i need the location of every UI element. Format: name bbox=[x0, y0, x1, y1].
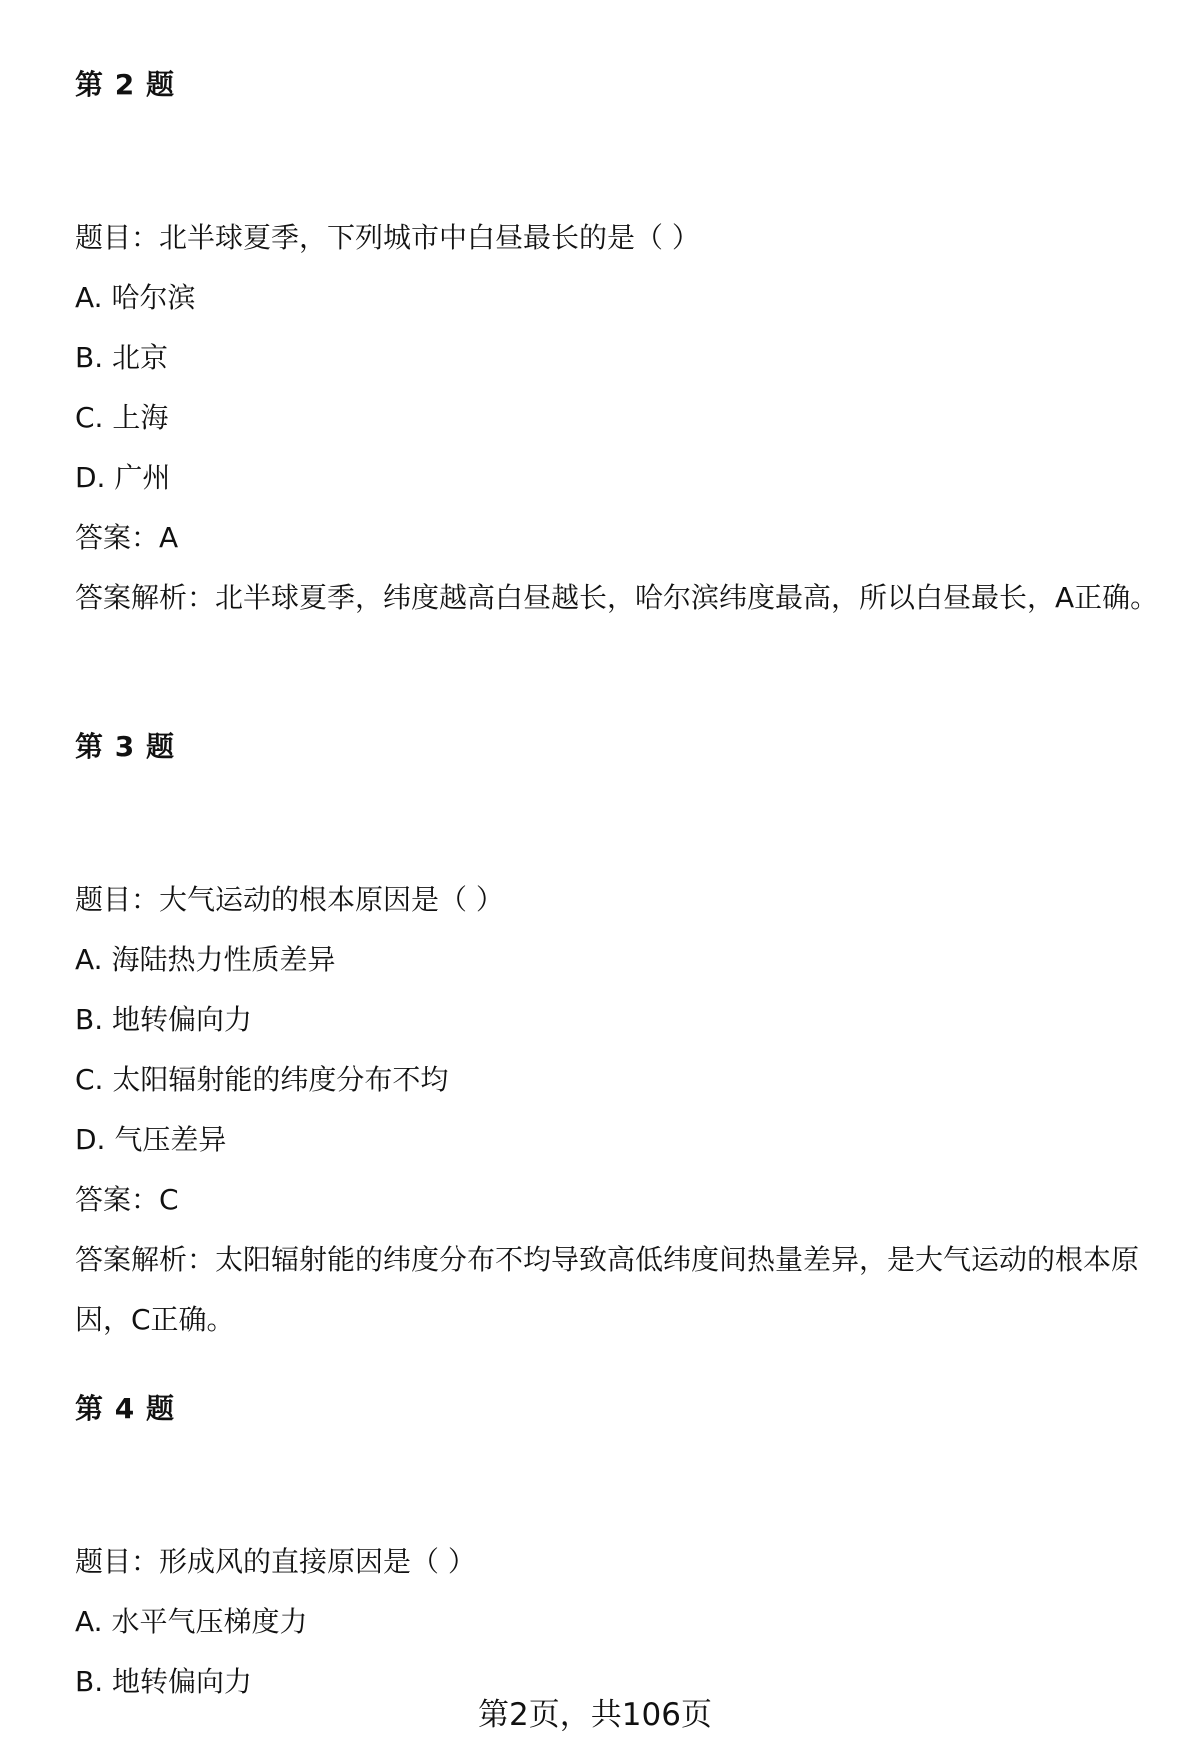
option-b: B. 地转偏向力 bbox=[75, 1003, 253, 1036]
option-a: A. 哈尔滨 bbox=[75, 281, 196, 314]
option-d: D. 气压差异 bbox=[75, 1123, 227, 1156]
option-b: B. 地转偏向力 bbox=[75, 1665, 253, 1698]
option-a: A. 海陆热力性质差异 bbox=[75, 943, 336, 976]
question-stem: 题目：北半球夏季，下列城市中白昼最长的是（ ） bbox=[75, 221, 700, 254]
option-c: C. 太阳辐射能的纬度分布不均 bbox=[75, 1063, 449, 1096]
question-heading: 第 3 题 bbox=[75, 730, 175, 763]
option-c: C. 上海 bbox=[75, 401, 169, 434]
answer-explanation: 答案解析：太阳辐射能的纬度分布不均导致高低纬度间热量差异，是大气运动的根本原因，C正确。 bbox=[75, 1243, 1140, 1336]
answer: 答案：A bbox=[75, 521, 179, 554]
answer-explanation: 答案解析：北半球夏季，纬度越高白昼越长，哈尔滨纬度最高，所以白昼最长，A正确。 bbox=[75, 581, 1159, 614]
page-number: 第2页，共106页 bbox=[478, 1697, 712, 1733]
option-a: A. 水平气压梯度力 bbox=[75, 1605, 308, 1638]
option-b: B. 北京 bbox=[75, 341, 169, 374]
question-stem: 题目：形成风的直接原因是（ ） bbox=[75, 1545, 476, 1578]
option-d: D. 广州 bbox=[75, 461, 171, 494]
answer: 答案：C bbox=[75, 1183, 179, 1216]
question-heading: 第 2 题 bbox=[75, 68, 175, 101]
question-stem: 题目：大气运动的根本原因是（ ） bbox=[75, 883, 504, 916]
question-heading: 第 4 题 bbox=[75, 1392, 175, 1425]
